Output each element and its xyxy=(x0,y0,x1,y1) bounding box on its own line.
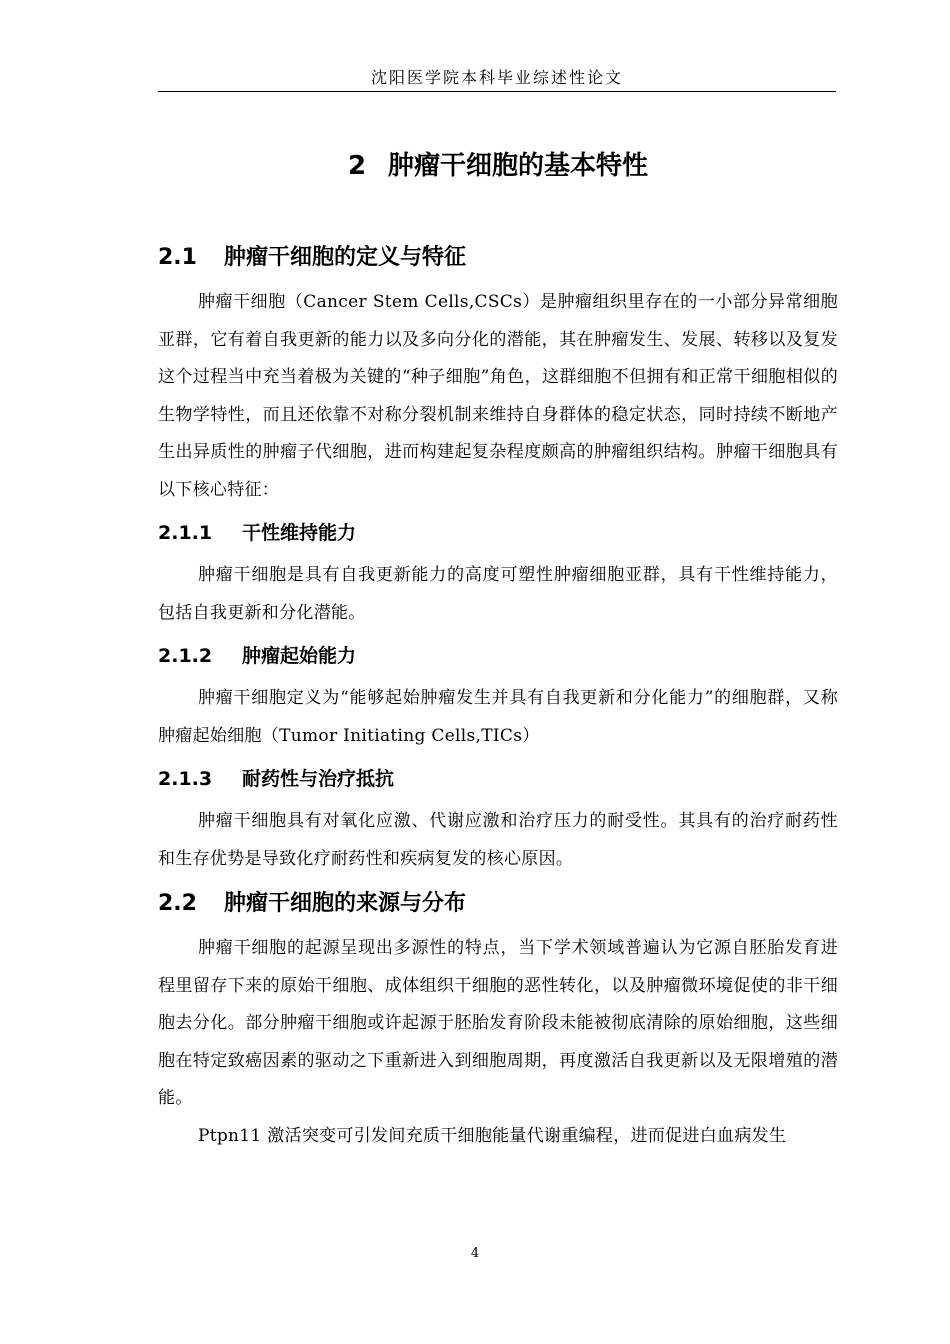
subsection-title-text: 肿瘤起始能力 xyxy=(242,645,357,667)
subsection-number: 2.1.3 xyxy=(158,768,213,790)
section-2-2-paragraph-2: Ptpn11 激活突变可引发间充质干细胞能量代谢重编程，进而促进白血病发生 xyxy=(198,1125,787,1146)
chapter-title-text: 肿瘤干细胞的基本特性 xyxy=(388,151,649,181)
section-2-2-heading xyxy=(158,884,838,924)
page-number: 4 xyxy=(470,1246,480,1261)
section-number: 2.2 xyxy=(158,891,197,916)
section-2-1-1-paragraph: 肿瘤干细胞是具有自我更新能力的高度可塑性肿瘤细胞亚群，具有干性维持能力，包括自我更新和分化潜能。 xyxy=(158,565,838,623)
chapter-title xyxy=(158,140,838,192)
section-2-2-paragraph-1: 肿瘤干细胞的起源呈现出多源性的特点，当下学术领域普遍认为它源自胚胎发育进程里留存下来的原始干细胞、成体组织干细胞的恶性转化，以及肿瘤微环境促使的非干细胞去分化。部分肿瘤干细胞或许起源于胚胎发育阶段未能被彻底清除的原始细胞，这些细胞在特定致癌因素的驱动之下重新进入到细胞周期，再度激活自我更新以及无限增殖的潜能。 xyxy=(158,938,838,1108)
section-title-text: 肿瘤干细胞的定义与特征 xyxy=(224,245,467,270)
subsection-number: 2.1.2 xyxy=(158,645,213,667)
section-2-1-paragraph: 肿瘤干细胞（Cancer Stem Cells,CSCs）是肿瘤组织里存在的一小部分异常细胞亚群，它有着自我更新的能力以及多向分化的潜能，其在肿瘤发生、发展、转移以及复发这个过程当中充当着极为关键的“种子细胞”角色，这群细胞不但拥有和正常干细胞相似的生物学特性，而且还依靠不对称分裂机制来维持自身群体的稳定状态，同时持续不断地产生出异质性的肿瘤子代细胞，进而构建起复杂程度颇高的肿瘤组织结构。肿瘤干细胞具有以下核心特征： xyxy=(158,292,838,500)
section-title-text: 肿瘤干细胞的来源与分布 xyxy=(224,891,467,916)
subsection-title-text: 耐药性与治疗抵抗 xyxy=(242,768,395,790)
section-number: 2.1 xyxy=(158,245,197,270)
page-content xyxy=(158,140,838,1155)
section-2-1-2-paragraph: 肿瘤干细胞定义为“能够起始肿瘤发生并具有自我更新和分化能力”的细胞群，又称肿瘤起始细胞（Tumor Initiating Cells,TICs） xyxy=(158,688,838,746)
section-2-1-3-heading xyxy=(158,761,838,797)
subsection-title-text: 干性维持能力 xyxy=(242,522,357,544)
running-header: 沈阳医学院本科毕业综述性论文 xyxy=(158,64,836,92)
section-2-1-3-paragraph: 肿瘤干细胞具有对氧化应激、代谢应激和治疗压力的耐受性。其具有的治疗耐药性和生存优势是导致化疗耐药性和疾病复发的核心原因。 xyxy=(158,811,838,869)
subsection-number: 2.1.1 xyxy=(158,522,213,544)
section-2-1-heading xyxy=(158,238,838,278)
section-2-1-2-heading xyxy=(158,638,838,674)
chapter-number: 2 xyxy=(347,151,367,181)
section-2-1-1-heading xyxy=(158,515,838,551)
